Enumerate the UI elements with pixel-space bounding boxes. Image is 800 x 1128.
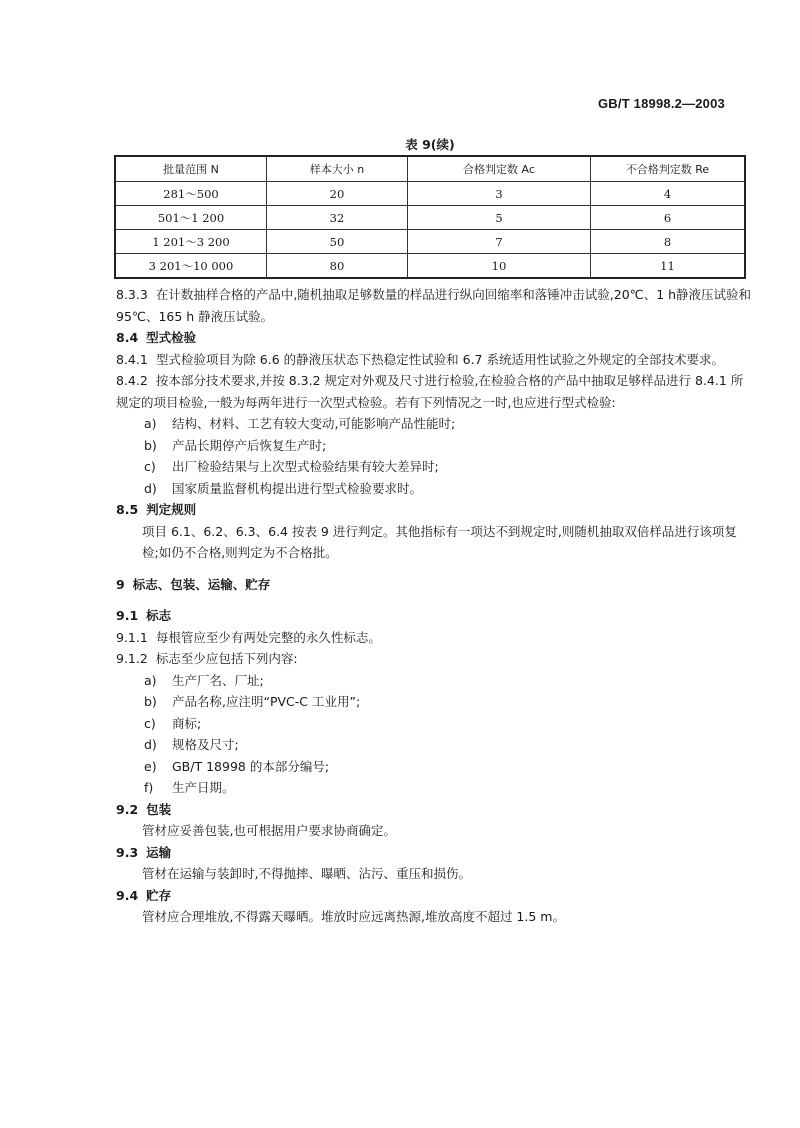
clause-number: 8.5 [116, 502, 139, 517]
standard-number: GB/T 18998.2—2003 [598, 96, 725, 111]
heading-text: 运输 [146, 844, 172, 860]
list-item [116, 456, 752, 478]
item-label: c) [144, 459, 156, 474]
clause-text: 型式检验项目为除 6.6 的静液压状态下热稳定性试验和 6.7 系统适用性试验之外规定的全部技术要求。 [155, 351, 724, 367]
clause-number: 8.4.1 [116, 351, 148, 367]
heading-text: 包装 [146, 801, 172, 817]
clause-number: 9.4 [116, 887, 139, 903]
column-header: 合格判定数 Ac [408, 156, 591, 182]
clause-text: 按本部分技术要求,并按 8.3.2 规定对外观及尺寸进行检验,在检验合格的产品中抽取足够样品进行 8.4.1 所规定的项目检验,一般为每两年进行一次型式检验。若有下列情况之一时,也应进行型式检验: [116, 373, 744, 410]
table-cell: 3 201～10 000 [115, 254, 267, 279]
clause-number: 9.1.2 [116, 651, 148, 666]
spacer [116, 564, 752, 574]
document-body [116, 284, 752, 928]
clause-number: 9 [116, 576, 125, 592]
table-row [115, 230, 745, 254]
clause-9-4-text: 管材应合理堆放,不得露天曝晒。堆放时应远离热源,堆放高度不超过 1.5 m。 [142, 909, 565, 924]
heading-9-3 [116, 842, 752, 864]
clause-9-1-2 [116, 648, 752, 670]
item-text: 国家质量监督机构提出进行型式检验要求时。 [172, 480, 423, 496]
table-cell: 8 [591, 230, 746, 254]
clause-number: 9.1 [116, 608, 139, 623]
table-caption: 表 9(续) [405, 137, 455, 152]
column-header: 不合格判定数 Re [591, 156, 746, 182]
heading-8-4 [116, 327, 752, 349]
list-item [116, 691, 752, 713]
table-cell: 6 [591, 206, 746, 230]
clause-9-3-text: 管材在运输与装卸时,不得抛摔、曝晒、沾污、重压和损伤。 [142, 866, 471, 881]
table-cell: 11 [591, 254, 746, 279]
table-cell: 3 [408, 182, 591, 206]
table-cell: 5 [408, 206, 591, 230]
table-cell: 80 [267, 254, 408, 279]
clause-9-1-1 [116, 627, 752, 649]
item-text: GB/T 18998 的本部分编号; [172, 758, 330, 774]
item-text: 产品长期停产后恢复生产时; [172, 437, 327, 453]
item-text: 生产厂名、厂址; [172, 672, 264, 688]
list-item [116, 670, 752, 692]
heading-9-4 [116, 885, 752, 907]
clause-text: 标志至少应包括下列内容: [155, 651, 298, 666]
sampling-table [114, 155, 746, 279]
table-cell: 32 [267, 206, 408, 230]
clause-9-2-text: 管材应妥善包装,也可根据用户要求协商确定。 [142, 823, 396, 838]
table-cell: 20 [267, 182, 408, 206]
heading-9-2 [116, 799, 752, 821]
clause-number: 9.1.1 [116, 629, 148, 645]
item-label: d) [144, 737, 157, 752]
column-header: 批量范围 N [115, 156, 267, 182]
table-cell: 10 [408, 254, 591, 279]
item-label: d) [144, 480, 157, 496]
item-text: 商标; [172, 715, 202, 731]
item-label: b) [144, 437, 157, 453]
item-label: a) [144, 416, 157, 431]
heading-9-1 [116, 605, 752, 627]
spacer [116, 595, 752, 605]
list-item [116, 756, 752, 778]
table-cell: 1 201～3 200 [115, 230, 267, 254]
table-row [115, 206, 745, 230]
column-header: 样本大小 n [267, 156, 408, 182]
item-text: 产品名称,应注明“PVC-C 工业用”; [172, 694, 361, 709]
item-label: e) [144, 758, 157, 774]
item-label: a) [144, 672, 157, 688]
item-label: c) [144, 715, 156, 731]
clause-text: 在计数抽样合格的产品中,随机抽取足够数量的样品进行纵向回缩率和落锤冲击试验,20℃、1 h静液压试验和 95℃、165 h 静液压试验。 [116, 287, 752, 324]
table-row [115, 182, 745, 206]
table-row [115, 254, 745, 279]
heading-9 [116, 574, 752, 596]
heading-8-5 [116, 499, 752, 521]
table-cell: 4 [591, 182, 746, 206]
list-item [116, 734, 752, 756]
clause-number: 8.4 [116, 330, 139, 345]
heading-text: 判定规则 [146, 502, 197, 517]
table-header-row [115, 156, 745, 182]
heading-text: 贮存 [146, 887, 172, 903]
item-label: b) [144, 694, 157, 709]
clause-number: 9.2 [116, 801, 139, 817]
item-text: 规格及尺寸; [172, 737, 239, 752]
clause-number: 8.4.2 [116, 373, 148, 388]
clause-8-5-text: 项目 6.1、6.2、6.3、6.4 按表 9 进行判定。其他指标有一项达不到规定时,则随机抽取双倍样品进行该项复检;如仍不合格,则判定为不合格批。 [142, 523, 737, 560]
clause-8-3-3 [116, 284, 752, 327]
table-cell: 281～500 [115, 182, 267, 206]
table-cell: 501～1 200 [115, 206, 267, 230]
clause-8-4-2 [116, 370, 752, 413]
table-cell: 7 [408, 230, 591, 254]
clause-number: 8.3.3 [116, 287, 148, 302]
list-item [116, 777, 752, 799]
list-item [116, 713, 752, 735]
list-item [116, 413, 752, 435]
list-item [116, 478, 752, 500]
heading-text: 标志 [146, 608, 172, 623]
table-cell: 50 [267, 230, 408, 254]
item-label: f) [144, 780, 154, 795]
item-text: 出厂检验结果与上次型式检验结果有较大差异时; [172, 459, 439, 474]
clause-8-4-1 [116, 349, 752, 371]
clause-number: 9.3 [116, 844, 139, 860]
item-text: 结构、材料、工艺有较大变动,可能影响产品性能时; [172, 416, 456, 431]
heading-text: 型式检验 [146, 330, 197, 345]
heading-text: 标志、包装、运输、贮存 [132, 576, 271, 592]
clause-text: 每根管应至少有两处完整的永久性标志。 [155, 629, 381, 645]
list-item [116, 435, 752, 457]
item-text: 生产日期。 [172, 780, 235, 795]
